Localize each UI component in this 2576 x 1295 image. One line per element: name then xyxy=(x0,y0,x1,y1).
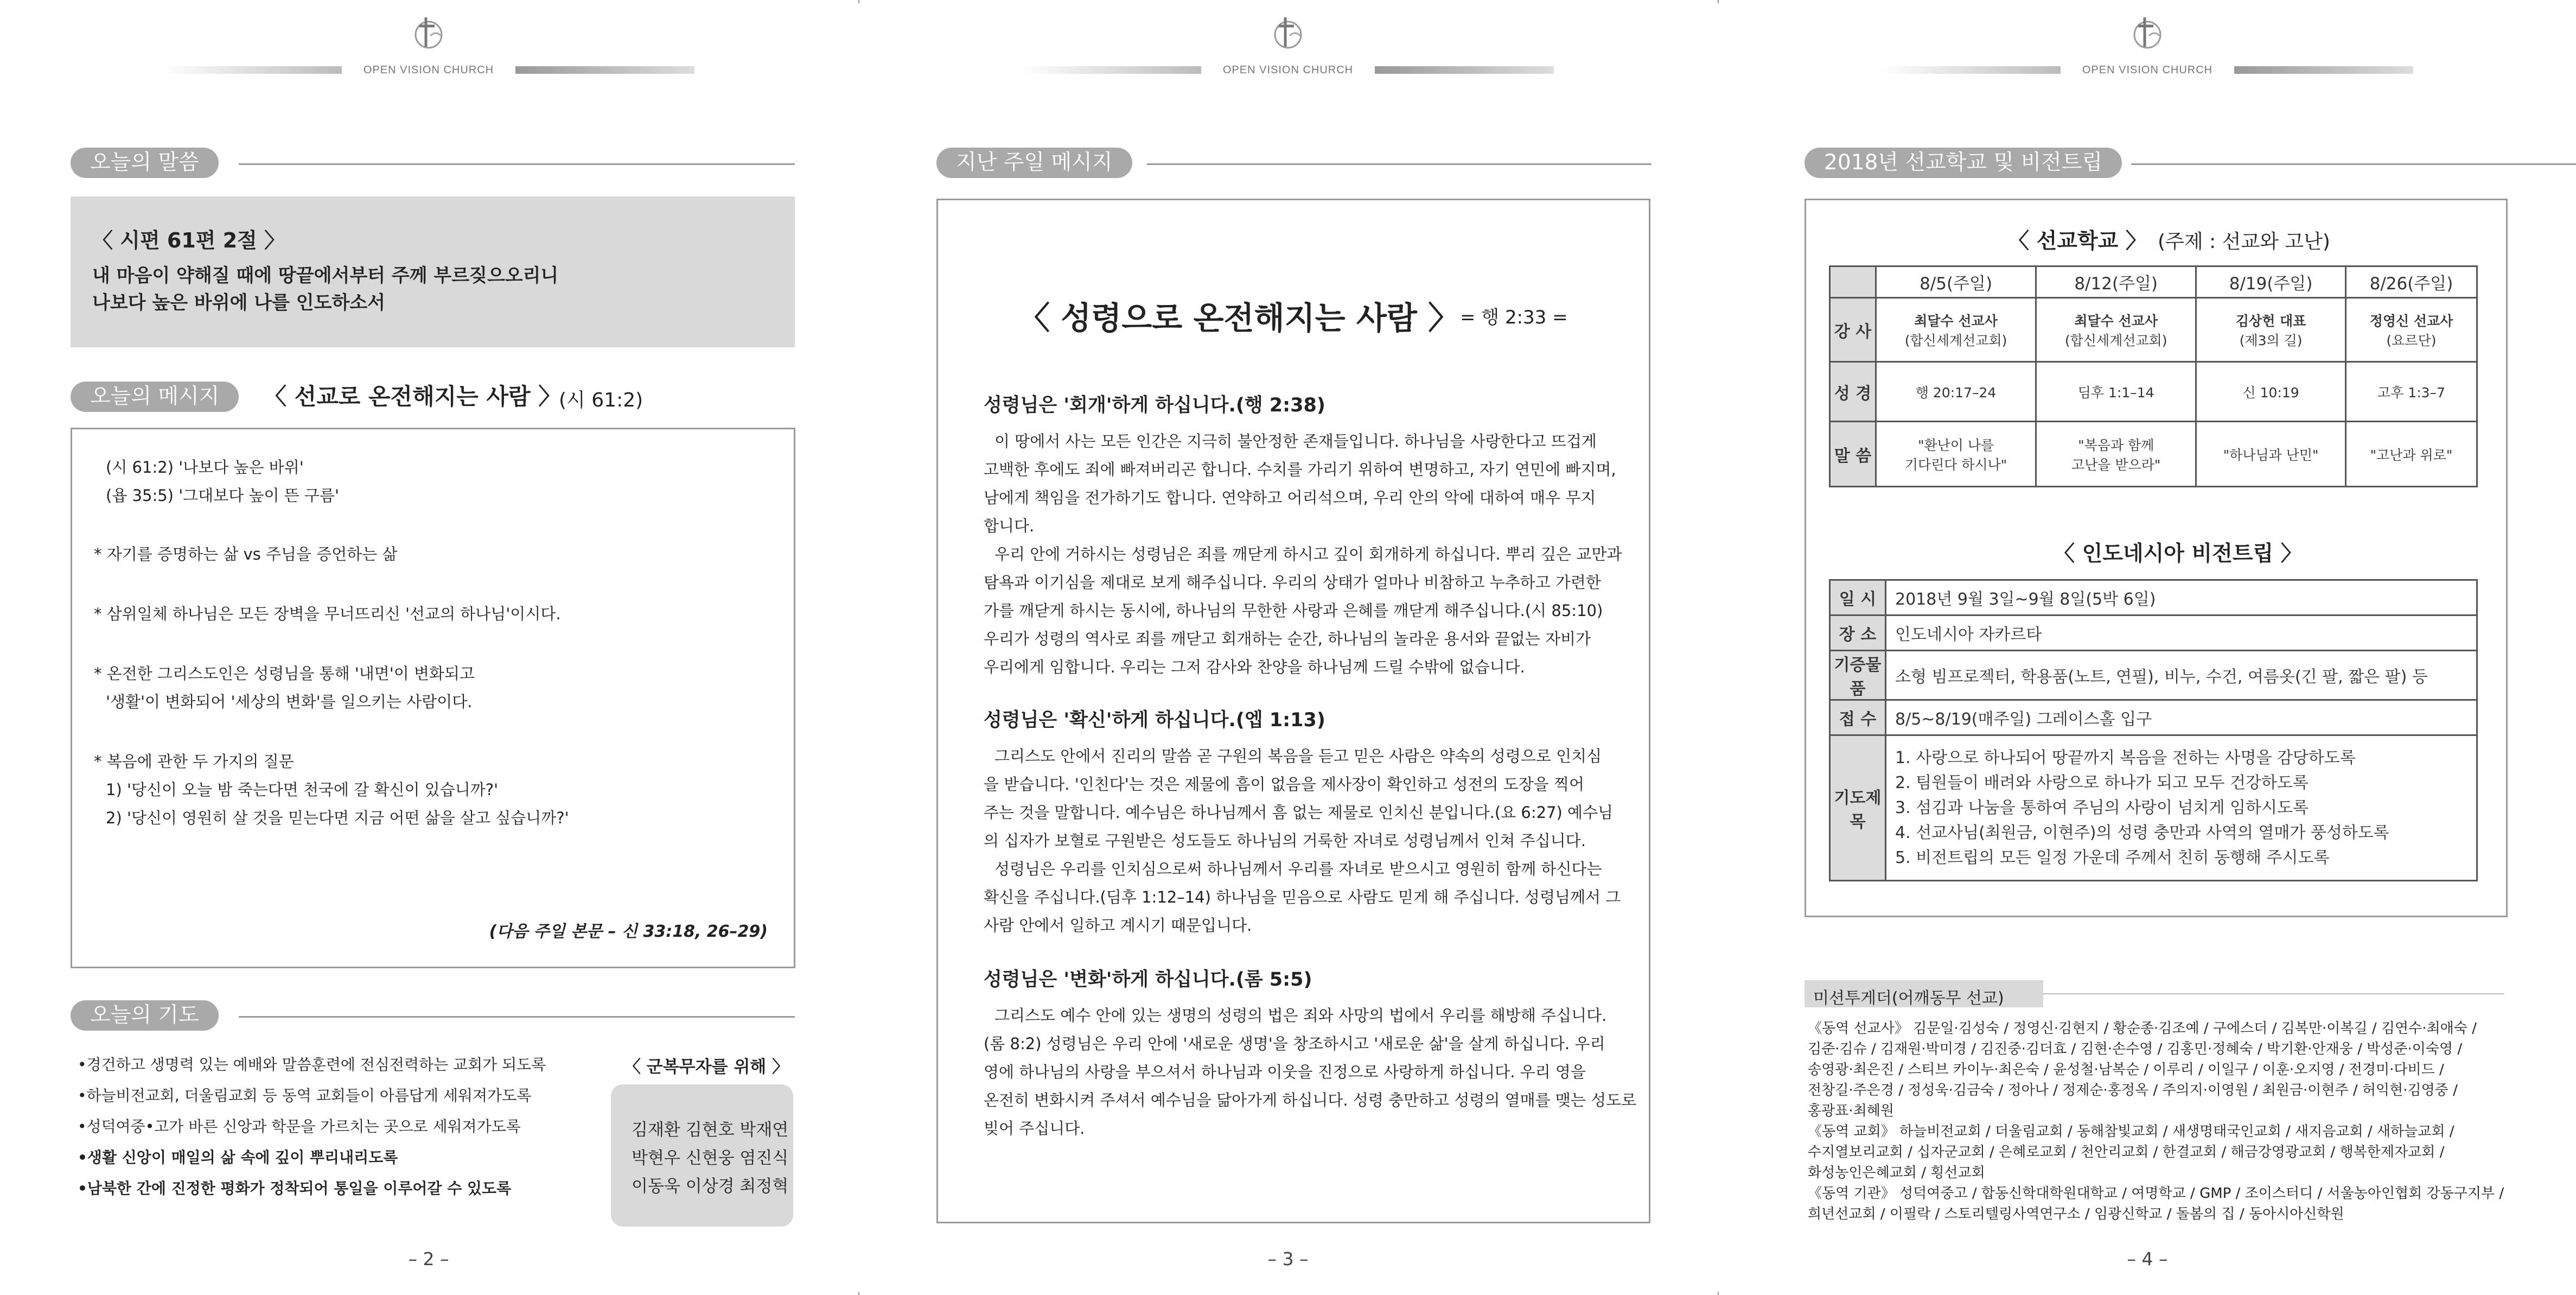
sermon-line: 남에게 책임을 전가하기도 합니다. 연약하고 어리석으며, 우리 안의 악에 대하여 매우 무지 xyxy=(984,488,1596,507)
church-logo-icon xyxy=(2128,14,2166,52)
message-line: (욥 35:5) '그대보다 높이 뜬 구름' xyxy=(106,486,339,505)
trip-row-value: 인도네시아 자카르타 xyxy=(1886,615,2477,651)
school-cell-line: 행 20:17–24 xyxy=(1915,384,1997,401)
trip-table xyxy=(1829,579,2478,881)
sermon-line: 탐욕과 이기심을 제대로 보게 해주십니다. 우리의 상태가 얼마나 비참하고 누추하고 가련한 xyxy=(984,573,1601,592)
message-line: * 자기를 증명하는 삶 vs 주님을 증언하는 삶 xyxy=(94,545,398,563)
page-3 xyxy=(859,0,1717,1295)
school-cell xyxy=(2036,422,2196,487)
sermon-title: 〈 성령으로 온전해지는 사람 〉 xyxy=(1018,300,1460,337)
partners-line: 희년선교회 / 이필락 / 스토리텔링사역연구소 / 임광신학교 / 돌봄의 집 / 동아시아신학원 xyxy=(1808,1206,2344,1222)
section-rule xyxy=(2131,163,2576,165)
school-cell-line: (요르단) xyxy=(2386,332,2437,348)
school-title: 〈 선교학교 〉 xyxy=(2008,229,2147,253)
sermon-line: 이 땅에서 사는 모든 인간은 지극히 불안정한 존재들입니다. 하나님을 사랑한다고 뜨겁게 xyxy=(994,432,1597,450)
trip-row-label: 접 수 xyxy=(1830,700,1886,735)
school-cell xyxy=(2036,298,2196,362)
mission-box xyxy=(1805,199,2508,917)
message-section-title: 오늘의 메시지 xyxy=(71,382,239,412)
message-box xyxy=(71,428,795,968)
trip-row-value: 소형 빔프로젝터, 학용품(노트, 연필), 비누, 수건, 여름옷(긴 팔, 짧은 팔) 등 xyxy=(1886,651,2477,700)
school-cell-line: "환난이 나를 xyxy=(1917,437,1994,453)
school-cell-line: 신 10:19 xyxy=(2242,384,2299,401)
school-cell-line: 기다린다 하시나" xyxy=(1904,456,2007,473)
trip-prayer-item: 1. 사랑으로 하나되어 땅끝까지 복음을 전하는 사명을 감당하도록 xyxy=(1895,748,2356,767)
sermon-line: 그리스도 예수 안에 있는 생명의 성령의 법은 죄와 사망의 법에서 우리를 해방해 주십니다. xyxy=(994,1006,1607,1025)
trip-row-value: 8/5~8/19(매주일) 그레이스홀 입구 xyxy=(1886,700,2477,735)
school-cell xyxy=(2346,362,2477,422)
school-row-label: 말 씀 xyxy=(1830,422,1876,487)
trip-prayer-item: 4. 선교사님(최원금, 이현주)의 성령 충만과 사역의 열매가 풍성하도록 xyxy=(1895,823,2389,842)
sermon-line: (롬 8:2) 성령님은 우리 안에 '새로운 생명'을 창조하시고 '새로운 삶'을 살게 하십니다. 우리 xyxy=(984,1034,1605,1053)
sermon-line: 우리가 성령의 역사로 죄를 깨닫고 회개하는 순간, 하나님의 놀라운 용서와 끝없는 자비가 xyxy=(984,630,1591,648)
school-cell-line: 정영신 선교사 xyxy=(2369,313,2453,329)
school-cell xyxy=(2346,422,2477,487)
message-reference: (시 61:2) xyxy=(559,389,643,411)
prayer-section-title: 오늘의 기도 xyxy=(71,1000,219,1031)
last-sermon-section-title: 지난 주일 메시지 xyxy=(936,148,1132,178)
school-cell-line: 최달수 선교사 xyxy=(1914,313,1998,329)
church-logo-icon xyxy=(1269,14,1307,52)
school-date: 8/26(주일) xyxy=(2346,266,2477,298)
sermon-line: 합니다. xyxy=(984,517,1035,535)
school-cell-line: (제3의 길) xyxy=(2239,332,2303,348)
page-number: – 2 – xyxy=(408,1248,449,1269)
school-cell-line: "복음과 함께 xyxy=(2078,437,2154,453)
section-rule xyxy=(239,1016,795,1018)
partners-line: 김준·김슈 / 김재원·박미경 / 김진중·김더효 / 김현·손수영 / 김홍민·정혜숙 / 박기환·안재웅 / 박성준·이숙영 / xyxy=(1808,1041,2463,1057)
soldiers-title: 〈 군복무자를 위해 〉 xyxy=(624,1057,789,1077)
trip-prayer-list xyxy=(1886,735,2477,881)
mission-school-section-title: 2018년 선교학교 및 비전트립 xyxy=(1805,148,2122,178)
sermon-line: 주는 것을 말합니다. 예수님은 하나님께서 흠 없는 제물로 인치신 분입니다.(요 6:27) 예수님 xyxy=(984,803,1614,822)
page-number: – 3 – xyxy=(1267,1248,1309,1269)
school-date: 8/12(주일) xyxy=(2036,266,2196,298)
partners-line: 《동역 선교사》 김문일·김성숙 / 정영신·김현지 / 황순종·김조예 / 구에스더 / 김복만·이복길 / 김연수·최애숙 / xyxy=(1808,1020,2477,1037)
partners-line: 《동역 교회》 하늘비전교회 / 더울림교회 / 동해참빛교회 / 새생명태국인교회 / 새지음교회 / 새하늘교회 / xyxy=(1808,1123,2454,1140)
school-cell-line: "하나님과 난민" xyxy=(2223,447,2319,463)
school-cell xyxy=(2196,298,2346,362)
partners-line: 홍광표·최혜원 xyxy=(1808,1103,1894,1119)
message-line: * 복음에 관한 두 가지의 질문 xyxy=(94,752,294,771)
section-rule xyxy=(1147,163,1652,165)
message-line: (시 61:2) '나보다 높은 바위' xyxy=(106,458,304,477)
prayer-item: •하늘비전교회, 더울림교회 등 동역 교회들이 아름답게 세워져가도록 xyxy=(78,1087,532,1104)
school-cell-line: (합신세계선교회) xyxy=(2064,332,2167,348)
sermon-line: 을 받습니다. '인친다'는 것은 제물에 흠이 없음을 제사장이 확인하고 성전의 도장을 찍어 xyxy=(984,775,1585,793)
trip-row-label: 일 시 xyxy=(1830,580,1886,615)
prayer-item: •성덕여중•고가 바른 신앙과 학문을 가르치는 곳으로 세워져가도록 xyxy=(78,1118,521,1135)
school-row-label: 강 사 xyxy=(1830,298,1876,362)
soldiers-names: 김재환 김현호 박재연 xyxy=(632,1120,789,1140)
message-heading: 〈 선교로 온전해지는 사람 〉 xyxy=(264,383,562,410)
message-line: 2) '당신이 영원히 살 것을 믿는다면 지금 어떤 삶을 살고 싶습니까?' xyxy=(106,809,569,827)
soldiers-names: 박현우 신현웅 염진식 xyxy=(632,1148,789,1168)
section-rule xyxy=(2043,993,2504,994)
trip-row-label: 기증물품 xyxy=(1830,651,1886,700)
trip-prayer-item: 5. 비전트립의 모든 일정 가운데 주께서 친히 동행해 주시도록 xyxy=(1895,848,2330,867)
school-cell xyxy=(1876,298,2036,362)
church-name: OPEN VISION CHURCH xyxy=(1222,64,1354,76)
partners-title-box xyxy=(1805,980,2043,1007)
church-name: OPEN VISION CHURCH xyxy=(2082,64,2213,76)
trip-row-label: 기도제목 xyxy=(1830,735,1886,881)
sermon-reference: = 행 2:33 = xyxy=(1460,307,1568,328)
trip-row-value: 2018년 9월 3일~9월 8일(5박 6일) xyxy=(1886,580,2477,615)
prayer-item: •남북한 간에 진정한 평화가 정착되어 통일을 이루어갈 수 있도록 xyxy=(78,1179,512,1197)
sermon-line: 빚어 주십니다. xyxy=(984,1119,1085,1138)
trip-prayer-item: 3. 섬김과 나눔을 통하여 주님의 사랑이 넘치게 임하시도록 xyxy=(1895,798,2309,817)
verse-box xyxy=(71,196,795,347)
church-logo-icon xyxy=(410,14,448,52)
trip-row-label: 장 소 xyxy=(1830,615,1886,651)
message-line: * 온전한 그리스도인은 성령님을 통해 '내면'이 변화되고 xyxy=(94,664,475,683)
prayer-item: •경건하고 생명력 있는 예배와 말씀훈련에 전심전력하는 교회가 되도록 xyxy=(78,1056,546,1074)
school-cell-line: "고난과 위로" xyxy=(2370,447,2453,463)
message-line: '생활'이 변화되어 '세상의 변화'를 일으키는 사람이다. xyxy=(106,693,473,711)
sermon-line: 그리스도 안에서 진리의 말씀 곧 구원의 복음을 듣고 믿은 사람은 약속의 성령으로 인치심 xyxy=(994,747,1602,765)
school-cell xyxy=(2346,298,2477,362)
page-4 xyxy=(1719,0,2576,1295)
verse-reference: 〈 시편 61편 2절 〉 xyxy=(92,228,285,252)
sermon-point-heading: 성령님은 '회개'하게 하십니다.(행 2:38) xyxy=(984,395,1325,416)
school-cell-line: 고난을 받으라" xyxy=(2071,456,2161,473)
section-rule xyxy=(239,163,795,165)
message-line: 1) '당신이 오늘 밤 죽는다면 천국에 갈 확신이 있습니까?' xyxy=(106,780,499,799)
sermon-line: 우리에게 임합니다. 우리는 그저 감사와 찬양을 하나님께 드릴 수밖에 없습니다. xyxy=(984,658,1525,676)
soldiers-names: 이동욱 이상경 최정혁 xyxy=(632,1177,789,1196)
sermon-line: 고백한 후에도 죄에 빠져버리곤 합니다. 수치를 가리기 위하여 변명하고, 자기 연민에 빠지며, xyxy=(984,460,1616,479)
sermon-line: 온전히 변화시켜 주셔서 예수님을 닮아가게 하십니다. 성령 충만하고 성령의 열매를 맺는 성도로 xyxy=(984,1091,1637,1109)
school-cell-line: 최달수 선교사 xyxy=(2074,313,2158,329)
school-date: 8/5(주일) xyxy=(1876,266,2036,298)
school-cell xyxy=(2036,362,2196,422)
school-cell xyxy=(2196,362,2346,422)
school-date: 8/19(주일) xyxy=(2196,266,2346,298)
school-table xyxy=(1829,265,2478,487)
school-cell-line: 딤후 1:1–14 xyxy=(2077,384,2154,401)
next-week-text: (다음 주일 본문 – 신 33:18, 26–29) xyxy=(489,922,768,941)
sermon-line: 우리 안에 거하시는 성령님은 죄를 깨닫게 하시고 깊이 회개하게 하십니다. 뿌리 깊은 교만과 xyxy=(994,545,1622,563)
page-number: – 4 – xyxy=(2127,1248,2168,1269)
partners-title: 미션투게더(어깨동무 선교) xyxy=(1813,989,2004,1008)
school-row-label: 성 경 xyxy=(1830,362,1876,422)
school-cell xyxy=(2196,422,2346,487)
sermon-point-heading: 성령님은 '확신'하게 하십니다.(엡 1:13) xyxy=(984,709,1325,731)
church-logo xyxy=(1719,14,2576,74)
school-table-corner xyxy=(1830,266,1876,298)
page-2 xyxy=(0,0,857,1295)
sermon-box xyxy=(936,199,1650,1223)
partners-line: 《동역 기관》 성덕여중고 / 합동신학대학원대학교 / 여명학교 / GMP / 조이스터디 / 서울농아인협회 강동구지부 / xyxy=(1808,1185,2504,1202)
message-line: * 삼위일체 하나님은 모든 장벽을 무너뜨리신 '선교의 하나님'이시다. xyxy=(94,605,561,623)
word-section-title: 오늘의 말씀 xyxy=(71,148,219,178)
church-logo xyxy=(859,14,1717,74)
partners-line: 송영광·최은진 / 스티브 카이누·최은숙 / 윤성철·남복순 / 이루리 / 이일구 / 이훈·오지영 / 전경미·다비드 / xyxy=(1808,1062,2444,1078)
partners-line: 화성농인은혜교회 / 횡선교회 xyxy=(1808,1165,1985,1181)
school-theme: (주제 : 선교와 고난) xyxy=(2158,231,2330,253)
partners-line: 수지열보리교회 / 십자군교회 / 은혜로교회 / 천안리교회 / 한결교회 / 해금강영광교회 / 행복한제자교회 / xyxy=(1808,1144,2445,1160)
sermon-point-heading: 성령님은 '변화'하게 하십니다.(롬 5:5) xyxy=(984,969,1312,991)
school-cell-line: (합신세계선교회) xyxy=(1904,332,2007,348)
sermon-line: 확신을 주십니다.(딤후 1:12–14) 하나님을 믿음으로 사람도 믿게 해 주십니다. 성령님께서 그 xyxy=(984,888,1621,906)
church-name: OPEN VISION CHURCH xyxy=(363,64,494,76)
school-cell-line: 고후 1:3–7 xyxy=(2377,384,2445,401)
sermon-line: 사람 안에서 일하고 계시기 때문입니다. xyxy=(984,916,1252,935)
sermon-line: 영에 하나님의 사랑을 부으셔서 하나님과 이웃을 진정으로 사랑하게 하십니다. 우리 영을 xyxy=(984,1063,1586,1081)
school-cell xyxy=(1876,362,2036,422)
sermon-line: 성령님은 우리를 인치심으로써 하나님께서 우리를 자녀로 받으시고 영원히 함께 하신다는 xyxy=(994,860,1602,878)
sermon-line: 가를 깨닫게 하시는 동시에, 하나님의 무한한 사랑과 은혜를 깨닫게 해주십니다.(시 85:10) xyxy=(984,601,1603,620)
prayer-item: •생활 신앙이 매일의 삶 속에 깊이 뿌리내리도록 xyxy=(78,1148,398,1166)
school-cell xyxy=(1876,422,2036,487)
soldiers-box xyxy=(611,1084,793,1227)
verse-line: 나보다 높은 바위에 나를 인도하소서 xyxy=(92,292,386,314)
trip-prayer-item: 2. 팀원들이 배려와 사랑으로 하나가 되고 모두 건강하도록 xyxy=(1895,773,2309,792)
trip-title: 〈 인도네시아 비전트립 〉 xyxy=(2054,542,2302,566)
verse-line: 내 마음이 약해질 때에 땅끝에서부터 주께 부르짖으오리니 xyxy=(92,265,559,287)
sermon-line: 의 십자가 보혈로 구원받은 성도들도 하나님의 거룩한 자녀로 성령님께서 인쳐 주십니다. xyxy=(984,831,1586,850)
school-cell-line: 김상헌 대표 xyxy=(2235,313,2306,329)
church-logo xyxy=(0,14,857,74)
partners-line: 전창길·주은경 / 정성욱·김금숙 / 정아나 / 정제순·홍정옥 / 주의지·이영원 / 최원금·이현주 / 허익현·김영중 / xyxy=(1808,1082,2458,1099)
